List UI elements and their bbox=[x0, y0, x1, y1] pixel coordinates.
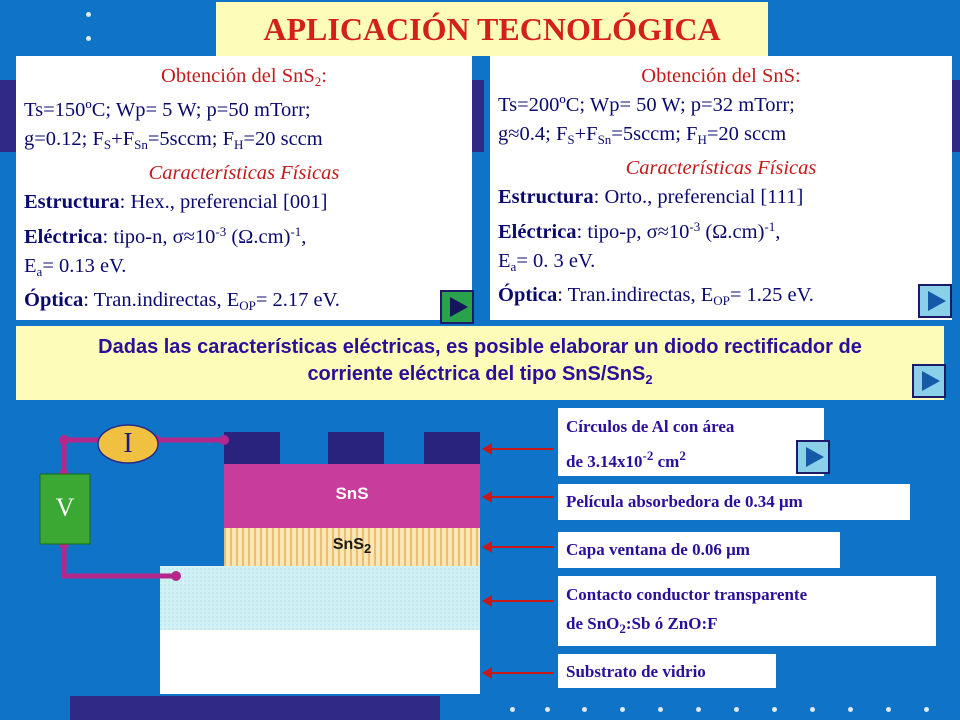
circuit-wire-top bbox=[64, 440, 102, 472]
label-window: Capa ventana de 0.06 μm bbox=[558, 532, 840, 568]
sns-conditions-line1: Ts=200ºC; Wp= 50 W; p=32 mTorr; bbox=[498, 94, 795, 116]
sns2-conditions-line1: Ts=150ºC; Wp= 5 W; p=50 mTorr; bbox=[24, 99, 311, 121]
sns-conditions-line2: g≈0.4; $F_S+F_{Sn}=5sccm$; $F_H=20$ sccm bbox=[498, 123, 787, 147]
glass-substrate bbox=[160, 630, 480, 694]
arrow-absorber bbox=[490, 496, 554, 498]
al-electrode bbox=[424, 432, 480, 464]
sns2-heading: Obtención del SnS$_2$: bbox=[161, 65, 327, 89]
label-absorber: Película absorbedora de 0.34 μm bbox=[558, 484, 910, 520]
banner-line2: corriente eléctrica del tipo SnS/SnS$_2$ bbox=[307, 363, 653, 387]
circuit-wire-bottom bbox=[64, 546, 176, 576]
label-contact: Contacto conductor transparente de SnO$_2$:Sb ó ZnO:F bbox=[558, 576, 936, 646]
arrow-window bbox=[490, 546, 554, 548]
sns-estructura: Estructura: Orto., preferencial [111] bbox=[498, 186, 804, 208]
banner-line1: Dadas las características eléctricas, es posible elaborar un diodo rectificador de bbox=[98, 336, 862, 358]
sns2-info-box bbox=[16, 56, 472, 320]
next-slide-button[interactable] bbox=[440, 290, 474, 324]
decorative-dot bbox=[545, 707, 550, 712]
sns-layer-label: SnS bbox=[335, 484, 369, 503]
wire-node bbox=[171, 571, 181, 581]
decorative-dot bbox=[810, 707, 815, 712]
decorative-dot bbox=[696, 707, 701, 712]
decorative-dot bbox=[848, 707, 853, 712]
background-band-bottom bbox=[70, 696, 440, 720]
circuit-wire-top-right bbox=[156, 440, 224, 442]
decorative-dot bbox=[86, 36, 91, 41]
sns2-conditions-line2: g=0.12; $F_S+F_{Sn}=5sccm$; $F_H=20$ sccm bbox=[24, 128, 323, 152]
next-slide-button[interactable] bbox=[796, 440, 830, 474]
decorative-dot bbox=[86, 12, 91, 17]
al-electrode bbox=[224, 432, 280, 464]
decorative-dot bbox=[734, 707, 739, 712]
decorative-dot bbox=[772, 707, 777, 712]
sns-activation-energy: $E_a= 0$. 3 eV. bbox=[498, 250, 596, 274]
decorative-dot bbox=[510, 707, 515, 712]
label-substrate: Substrato de vidrio bbox=[558, 654, 776, 688]
background-band-middle bbox=[472, 80, 484, 152]
background-band-right bbox=[952, 80, 960, 152]
sns-section-heading: Características Físicas bbox=[625, 157, 817, 179]
decorative-dot bbox=[886, 707, 891, 712]
transparent-contact-layer bbox=[160, 566, 480, 630]
sns2-optica: Óptica: Tran.indirectas, $E_{OP}= 2.17$ eV. bbox=[24, 289, 340, 313]
sns2-layer-label: SnS$_2$ bbox=[332, 536, 372, 556]
slide-title: APLICACIÓN TECNOLÓGICA bbox=[216, 2, 768, 56]
sns-info-box bbox=[490, 56, 952, 320]
sns2-section-heading: Características Físicas bbox=[148, 162, 340, 184]
decorative-dot bbox=[582, 707, 587, 712]
sns2-activation-energy: $E_a= 0.13$ eV. bbox=[24, 255, 127, 279]
wire-node bbox=[219, 435, 229, 445]
sns2-electrica: Eléctrica: tipo-n, $\sigma\approx 10^{-3}$ $(\Omega.cm)^{-1}$, bbox=[24, 224, 307, 248]
decorative-dot bbox=[620, 707, 625, 712]
diode-banner bbox=[16, 326, 944, 400]
arrow-al bbox=[490, 448, 554, 450]
arrow-contact bbox=[490, 600, 554, 602]
al-electrode bbox=[328, 432, 384, 464]
decorative-dot bbox=[924, 707, 929, 712]
voltage-label: V bbox=[55, 493, 75, 522]
next-slide-button[interactable] bbox=[912, 364, 946, 398]
wire-node bbox=[59, 435, 69, 445]
sns-electrica: Eléctrica: tipo-p, $\sigma\approx 10^{-3}$ $(\Omega.cm)^{-1}$, bbox=[498, 219, 781, 243]
label-al-circles: Círculos de Al con área de $3.14x10^{-2}$ $cm^2$ bbox=[558, 408, 824, 476]
current-label: I bbox=[123, 428, 133, 459]
sns-optica: Óptica: Tran.indirectas, $E_{OP}= 1.25$ eV. bbox=[498, 284, 814, 308]
decorative-dot bbox=[658, 707, 663, 712]
arrow-substrate bbox=[490, 672, 554, 674]
next-slide-button[interactable] bbox=[918, 284, 952, 318]
sns-heading: Obtención del SnS: bbox=[641, 65, 801, 87]
sns2-estructura: Estructura: Hex., preferencial [001] bbox=[24, 191, 328, 213]
